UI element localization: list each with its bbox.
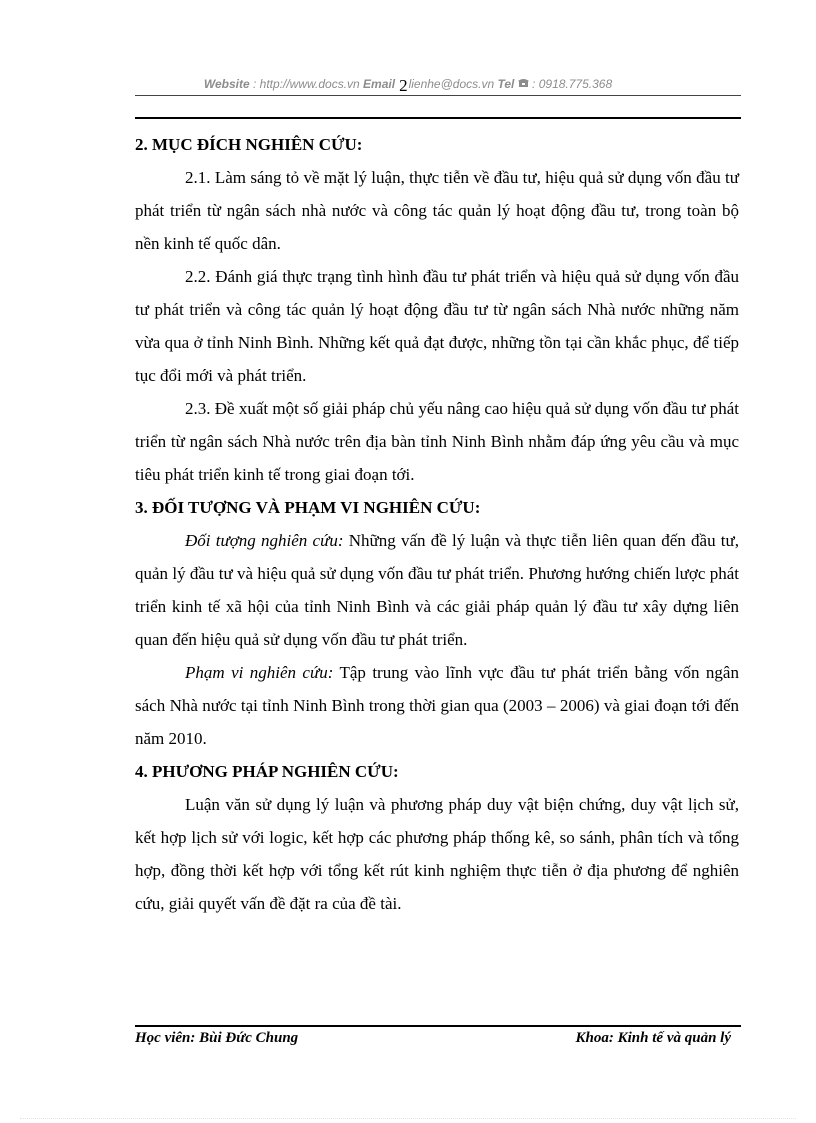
tel-label: Tel: [497, 77, 515, 91]
main-content: [135, 128, 739, 920]
phone-icon: [518, 77, 529, 91]
research-object-text: Những vấn đề lý luận và thực tiễn liên quan đến đầu tư, quản lý đầu tư và hiệu quả sử dụng vốn đầu tư phát triển. Phương hướng chiến lược phát triển kinh tế xã hội của tỉnh Ninh Bình và các giải pháp quản lý đầu tư xây dựng liên quan đến hiệu quả sử dụng vốn đầu tư phát triển.: [135, 531, 739, 649]
research-scope-label: Phạm vi nghiên cứu:: [185, 663, 334, 682]
bottom-dotted-border: [20, 1118, 796, 1119]
section-4-paragraph-1: Luận văn sử dụng lý luận và phương pháp duy vật biện chứng, duy vật lịch sử, kết hợp lịch sử với logic, kết hợp các phương pháp thống kê, so sánh, phân tích và tổng hợp, đồng thời kết hợp với tổng kết rút kinh nghiệm thực tiễn ở địa phương để nghiên cứu, giải quyết vấn đề đặt ra của đề tài.: [135, 795, 739, 913]
footer-student: Học viên: Bùi Đức Chung: [135, 1030, 299, 1046]
page-footer: [135, 1030, 741, 1050]
page-number: 2: [399, 76, 408, 95]
section-2-paragraph-2: 2.2. Đánh giá thực trạng tình hình đầu tư phát triển và hiệu quả sử dụng vốn đầu tư phát triển và công tác quản lý hoạt động đầu tư từ ngân sách Nhà nước những năm vừa qua ở tỉnh Ninh Bình. Những kết quả đạt được, những tồn tại cần khắc phục, để tiếp tục đổi mới và phát triển.: [135, 267, 739, 385]
email-label: Email: [363, 77, 396, 91]
header-rule-thick: [135, 117, 741, 119]
email-address[interactable]: lienhe@docs.vn: [408, 77, 498, 91]
section-3-paragraph-2: [135, 656, 739, 755]
page-header: [0, 76, 816, 96]
section-3-paragraph-1: [135, 524, 739, 656]
research-scope-text: Tập trung vào lĩnh vực đầu tư phát triển bằng vốn ngân sách Nhà nước tại tỉnh Ninh Bình trong thời gian qua (2003 – 2006) và giai đoạn tới đến năm 2010.: [135, 663, 739, 748]
section-3-heading: 3. ĐỐI TƯỢNG VÀ PHẠM VI NGHIÊN CỨU:: [135, 498, 481, 517]
section-4-heading: 4. PHƯƠNG PHÁP NGHIÊN CỨU:: [135, 762, 399, 781]
header-rule-thin: [135, 95, 741, 96]
section-2-paragraph-3: 2.3. Đề xuất một số giải pháp chủ yếu nâng cao hiệu quả sử dụng vốn đầu tư phát triển từ ngân sách Nhà nước trên địa bàn tỉnh Ninh Bình nhằm đáp ứng yêu cầu và mục tiêu phát triển kinh tế trong giai đoạn tới.: [135, 399, 739, 484]
tel-number: : 0918.775.368: [528, 77, 613, 91]
section-2-paragraph-1: 2.1. Làm sáng tỏ về mặt lý luận, thực tiễn về đầu tư, hiệu quả sử dụng vốn đầu tư phát triển từ ngân sách nhà nước và công tác quản lý hoạt động đầu tư, trong toàn bộ nền kinh tế quốc dân.: [135, 168, 739, 253]
section-2-heading: 2. MỤC ĐÍCH NGHIÊN CỨU:: [135, 135, 363, 154]
footer-faculty: Khoa: Kinh tế và quản lý: [575, 1030, 731, 1046]
website-url[interactable]: : http://www.docs.vn: [249, 77, 364, 91]
website-label: Website: [203, 77, 250, 91]
research-object-label: Đối tượng nghiên cứu:: [185, 531, 344, 550]
footer-rule: [135, 1025, 741, 1027]
